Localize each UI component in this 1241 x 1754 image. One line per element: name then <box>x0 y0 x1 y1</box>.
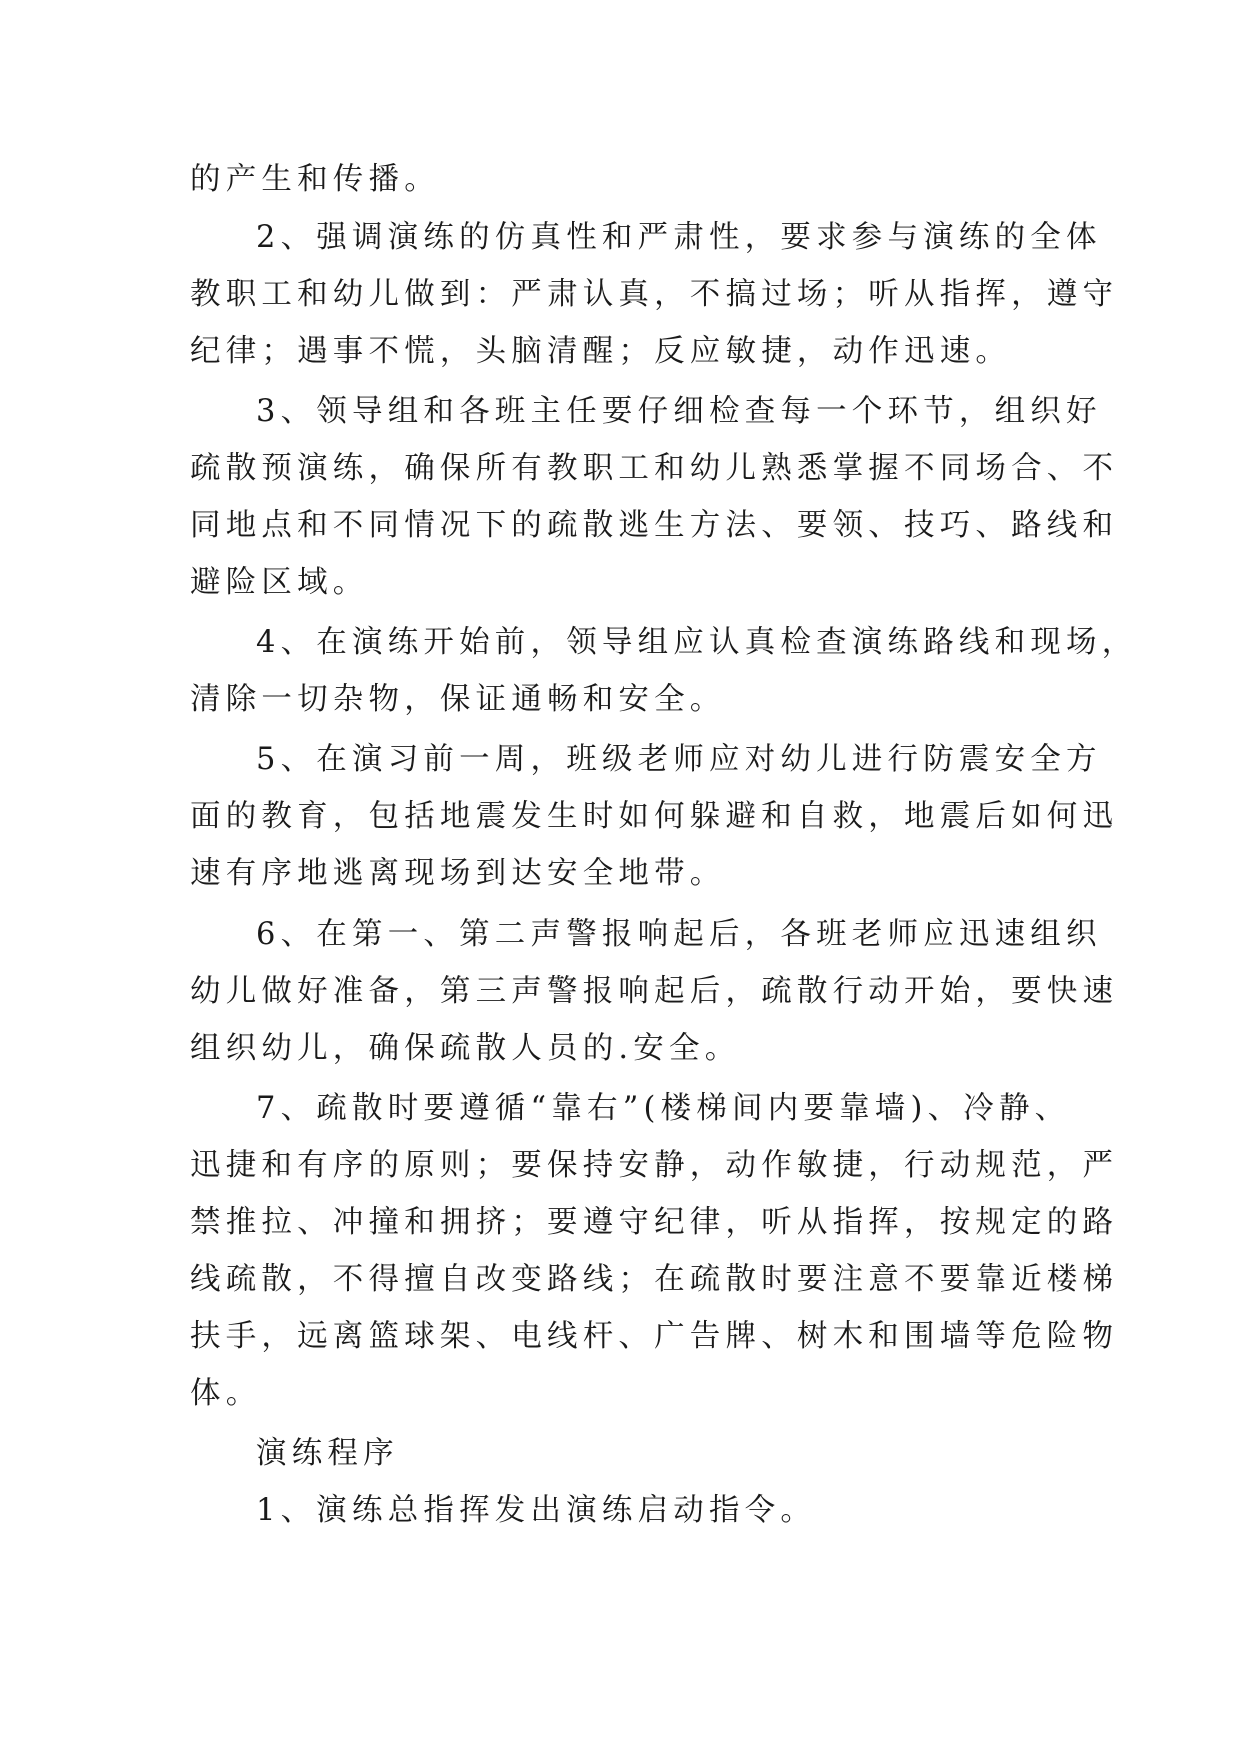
text-line: 教职工和幼儿做到：严肃认真，不搞过场；听从指挥，遵守 <box>190 277 1119 312</box>
text-line: 幼儿做好准备，第三声警报响起后，疏散行动开始，要快速 <box>190 974 1119 1009</box>
text-line: 7、疏散时要遵循“靠右”(楼梯间内要靠墙)、冷静、 <box>256 1091 1071 1126</box>
text-line: 2、强调演练的仿真性和严肃性，要求参与演练的全体 <box>256 220 1102 255</box>
text-line: 组织幼儿，确保疏散人员的.安全。 <box>190 1031 741 1066</box>
text-line: 扶手，远离篮球架、电线杆、广告牌、树木和围墙等危险物 <box>190 1319 1119 1354</box>
text-line: 同地点和不同情况下的疏散逃生方法、要领、技巧、路线和 <box>190 508 1119 543</box>
section-heading: 演练程序 <box>256 1436 399 1471</box>
text-line: 6、在第一、第二声警报响起后，各班老师应迅速组织 <box>256 917 1102 952</box>
text-line: 清除一切杂物，保证通畅和安全。 <box>190 682 726 717</box>
text-line: 疏散预演练，确保所有教职工和幼儿熟悉掌握不同场合、不 <box>190 451 1119 486</box>
text-line: 迅捷和有序的原则；要保持安静，动作敏捷，行动规范，严 <box>190 1148 1119 1183</box>
text-line: 的产生和传播。 <box>190 162 440 197</box>
text-line: 避险区域。 <box>190 565 369 600</box>
text-line: 禁推拉、冲撞和拥挤；要遵守纪律，听从指挥，按规定的路 <box>190 1205 1119 1240</box>
text-line: 线疏散，不得擅自改变路线；在疏散时要注意不要靠近楼梯 <box>190 1262 1119 1297</box>
text-line: 纪律；遇事不慌，头脑清醒；反应敏捷，动作迅速。 <box>190 334 1012 369</box>
text-line: 3、领导组和各班主任要仔细检查每一个环节，组织好 <box>256 394 1102 429</box>
text-line: 速有序地逃离现场到达安全地带。 <box>190 856 726 891</box>
text-line: 5、在演习前一周，班级老师应对幼儿进行防震安全方 <box>256 742 1102 777</box>
text-line: 1、演练总指挥发出演练启动指令。 <box>256 1493 817 1528</box>
text-line: 4、在演练开始前，领导组应认真检查演练路线和现场， <box>256 625 1138 660</box>
text-line: 体。 <box>190 1376 262 1411</box>
text-line: 面的教育，包括地震发生时如何躲避和自救，地震后如何迅 <box>190 799 1119 834</box>
